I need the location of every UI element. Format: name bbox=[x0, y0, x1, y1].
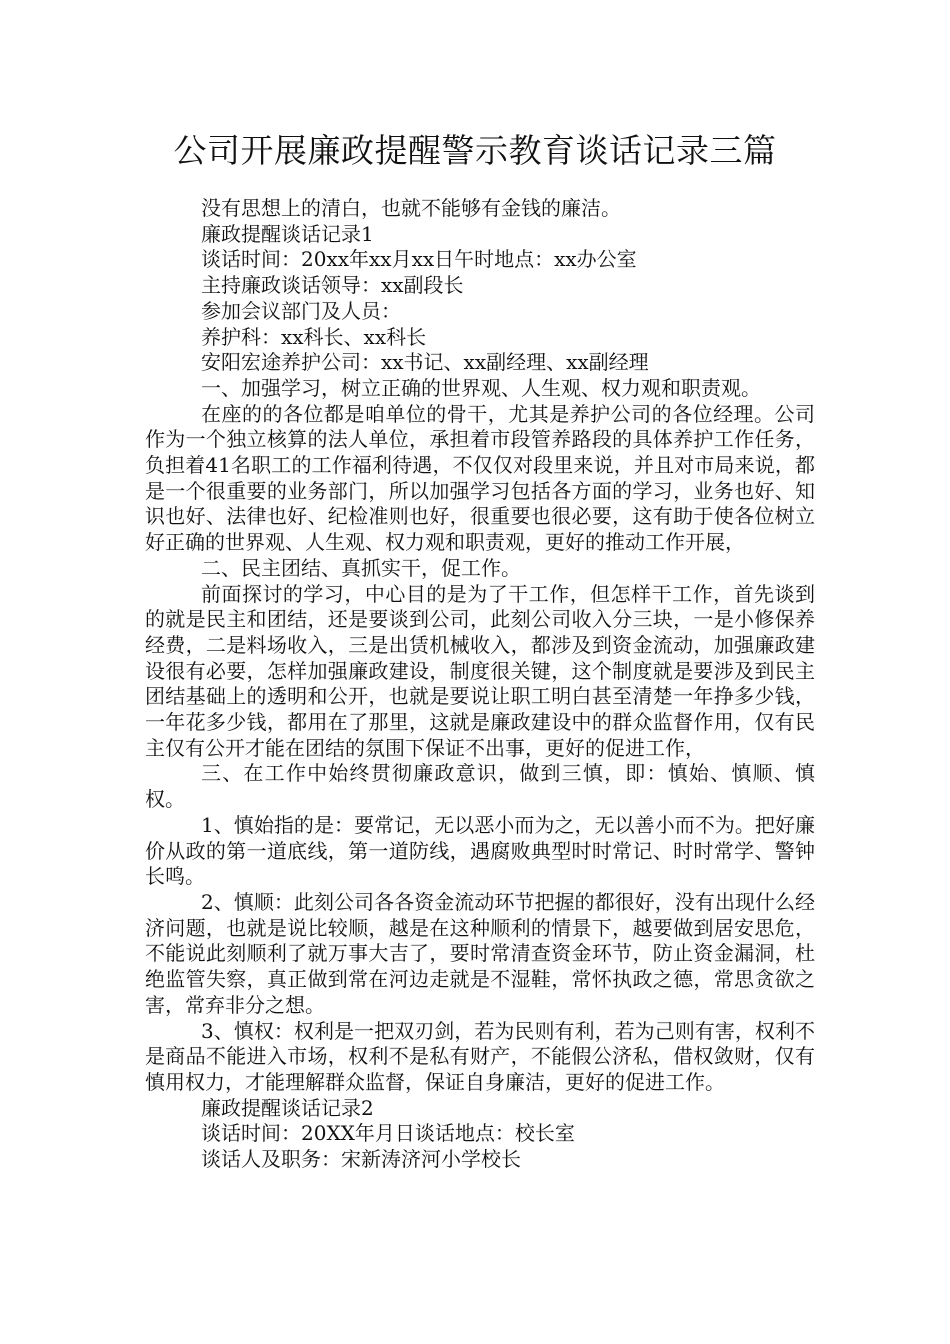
paragraph: 3、慎权：权利是一把双刃剑，若为民则有利，若为己则有害，权利不是商品不能进入市场，权利不是私有财产，不能假公济私，借权敛财，仅有慎用权力，才能理解群众监督，保证自身廉洁，更好的促进工作。 bbox=[145, 1018, 815, 1094]
paragraph: 三、在工作中始终贯彻廉政意识，做到三慎，即：慎始、慎顺、慎权。 bbox=[145, 761, 815, 812]
paragraph: 谈话时间：20XX年月日谈话地点：校长室 bbox=[201, 1121, 575, 1146]
paragraph: 没有思想上的清白，也就不能够有金钱的廉洁。 bbox=[201, 196, 621, 220]
section-heading: 廉政提醒谈话记录2 bbox=[201, 1095, 374, 1120]
document-title: 公司开展廉政提醒警示教育谈话记录三篇 bbox=[173, 131, 777, 170]
paragraph: 谈话时间：20xx年xx月xx日午时地点：xx办公室 bbox=[201, 247, 637, 272]
paragraph: 前面探讨的学习，中心目的是为了干工作，但怎样干工作，首先谈到的就是民主和团结，还是要谈到公司，此刻公司收入分三块，一是小修保养经费，二是料场收入，三是出赁机械收入，都涉及到资金流动，加强廉政建设很有必要，怎样加强廉政建设，制度很关键，这个制度就是要涉及到民主团结基础上的透明和公开，也就是要说让职工明白甚至清楚一年挣多少钱，一年花多少钱，都用在了那里，这就是廉政建设中的群众监督作用，仅有民主仅有公开才能在团结的氛围下保证不出事，更好的促进工作， bbox=[145, 581, 815, 760]
paragraph: 谈话人及职务：宋新涛济河小学校长 bbox=[201, 1147, 521, 1172]
section-heading: 廉政提醒谈话记录1 bbox=[201, 221, 374, 246]
paragraph: 参加会议部门及人员： bbox=[201, 298, 401, 323]
paragraph: 主持廉政谈话领导：xx副段长 bbox=[201, 273, 464, 298]
paragraph: 养护科：xx科长、xx科长 bbox=[201, 324, 427, 349]
paragraph: 1、慎始指的是：要常记，无以恶小而为之，无以善小而不为。把好廉价从政的第一道底线，第一道防线，遇腐败典型时时常记、时时常学、警钟长鸣。 bbox=[145, 812, 815, 889]
paragraph: 安阳宏途养护公司：xx书记、xx副经理、xx副经理 bbox=[201, 350, 649, 375]
paragraph: 在座的的各位都是咱单位的骨干，尤其是养护公司的各位经理。公司作为一个独立核算的法人单位，承担着市段管养路段的具体养护工作任务，负担着41名职工的工作福利待遇，不仅仅对段里来说，并且对市局来说，都是一个很重要的业务部门，所以加强学习包括各方面的学习，业务也好、知识也好、法律也好、纪检准则也好，很重要也很必要，这有助于使各位树立好正确的世界观、人生观、权力观和职责观，更好的推动工作开展， bbox=[145, 401, 815, 555]
document-body bbox=[145, 196, 815, 1173]
paragraph: 二、民主团结、真抓实干，促工作。 bbox=[201, 555, 521, 580]
paragraph: 2、慎顺：此刻公司各各资金流动环节把握的都很好，没有出现什么经济问题，也就是说比较顺，越是在这种顺利的情景下，越要做到居安思危，不能说此刻顺利了就万事大吉了，要时常清查资金环节，防止资金漏洞，杜绝监管失察，真正做到常在河边走就是不湿鞋，常怀执政之德，常思贪欲之害，常弃非分之想。 bbox=[145, 889, 815, 1017]
paragraph: 一、加强学习，树立正确的世界观、人生观、权力观和职责观。 bbox=[201, 375, 761, 400]
